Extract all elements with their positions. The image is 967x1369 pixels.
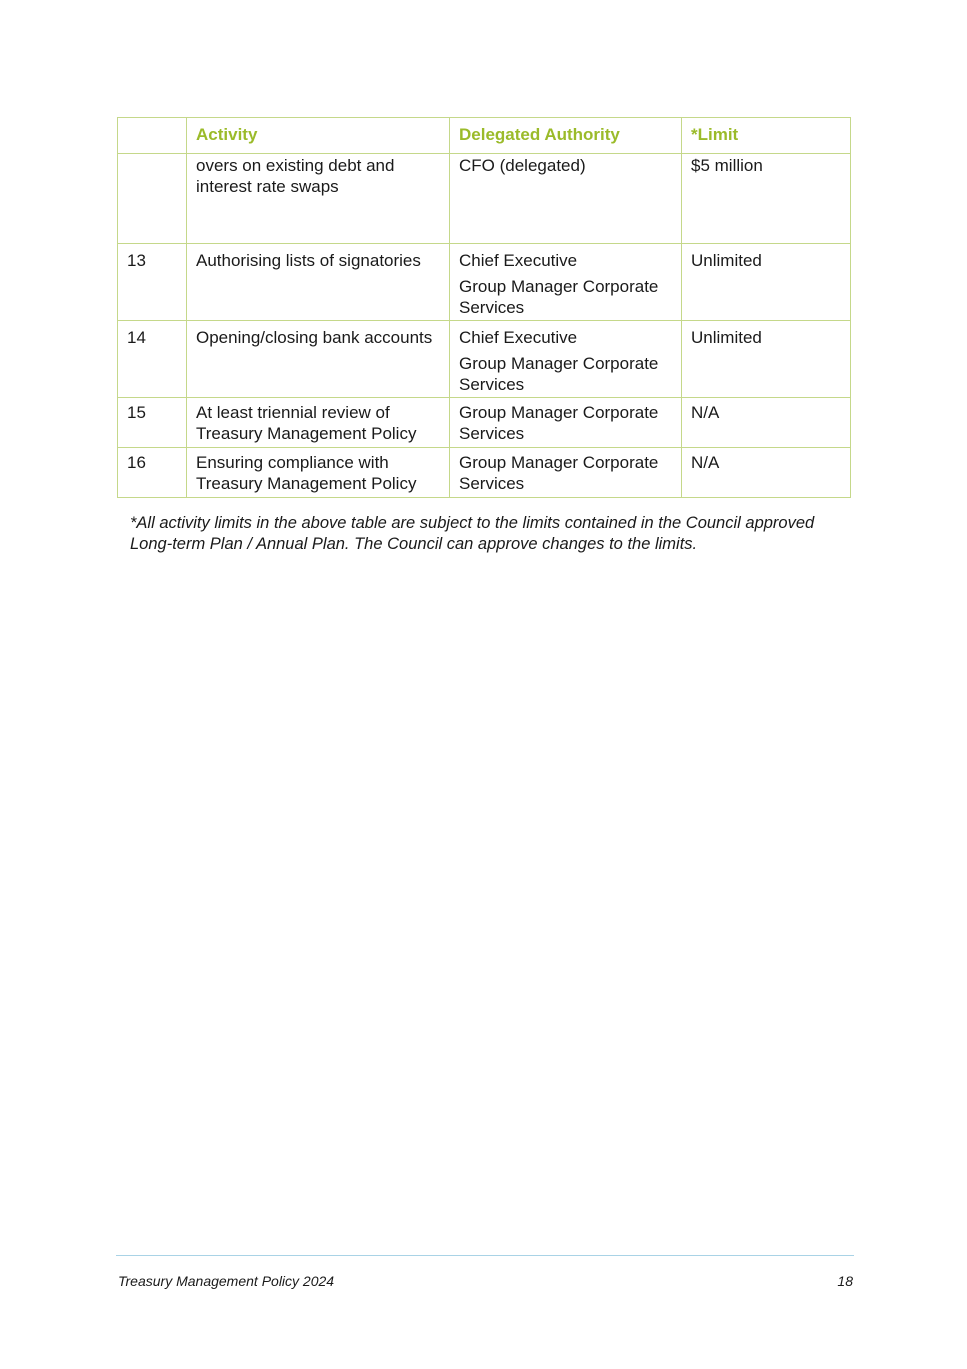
header-number bbox=[118, 118, 187, 154]
table-row bbox=[118, 154, 851, 244]
row-activity: overs on existing debt and interest rate swaps bbox=[187, 154, 450, 244]
row-number: 15 bbox=[118, 398, 187, 448]
footer-divider bbox=[116, 1255, 854, 1256]
row-limit: $5 million bbox=[682, 154, 851, 244]
row-authority bbox=[450, 154, 682, 244]
header-delegated-authority: Delegated Authority bbox=[450, 118, 682, 154]
row-limit: N/A bbox=[682, 398, 851, 448]
table-header-row bbox=[118, 118, 851, 154]
header-activity: Activity bbox=[187, 118, 450, 154]
row-authority bbox=[450, 244, 682, 321]
row-authority bbox=[450, 398, 682, 448]
table-row bbox=[118, 398, 851, 448]
authority-line: Group Manager Corporate Services bbox=[459, 277, 659, 317]
authority-line: CFO (delegated) bbox=[459, 156, 586, 175]
row-authority bbox=[450, 448, 682, 498]
authority-line: Group Manager Corporate Services bbox=[459, 354, 659, 394]
delegated-authority-table bbox=[117, 117, 851, 498]
row-activity: Ensuring compliance with Treasury Management Policy bbox=[187, 448, 450, 498]
authority-line: Group Manager Corporate Services bbox=[459, 403, 659, 443]
row-limit: N/A bbox=[682, 448, 851, 498]
limits-footnote: *All activity limits in the above table are subject to the limits contained in the Council approved Long-term Plan / Annual Plan. The Council can approve changes to the limits. bbox=[130, 514, 815, 553]
header-limit: *Limit bbox=[682, 118, 851, 154]
row-authority bbox=[450, 321, 682, 398]
row-number: 16 bbox=[118, 448, 187, 498]
row-number: 14 bbox=[118, 321, 187, 398]
row-limit: Unlimited bbox=[682, 244, 851, 321]
row-activity: Authorising lists of signatories bbox=[187, 244, 450, 321]
row-activity: At least triennial review of Treasury Management Policy bbox=[187, 398, 450, 448]
authority-line: Chief Executive bbox=[459, 251, 578, 270]
table-row bbox=[118, 244, 851, 321]
authority-line: Group Manager Corporate Services bbox=[459, 453, 659, 493]
footer-document-title: Treasury Management Policy 2024 bbox=[118, 1273, 335, 1289]
row-limit: Unlimited bbox=[682, 321, 851, 398]
authority-line: Chief Executive bbox=[459, 328, 578, 347]
table-row bbox=[118, 448, 851, 498]
footer-page-number: 18 bbox=[837, 1273, 853, 1289]
row-number: 13 bbox=[118, 244, 187, 321]
row-number bbox=[118, 154, 187, 244]
row-activity: Opening/closing bank accounts bbox=[187, 321, 450, 398]
table-row bbox=[118, 321, 851, 398]
